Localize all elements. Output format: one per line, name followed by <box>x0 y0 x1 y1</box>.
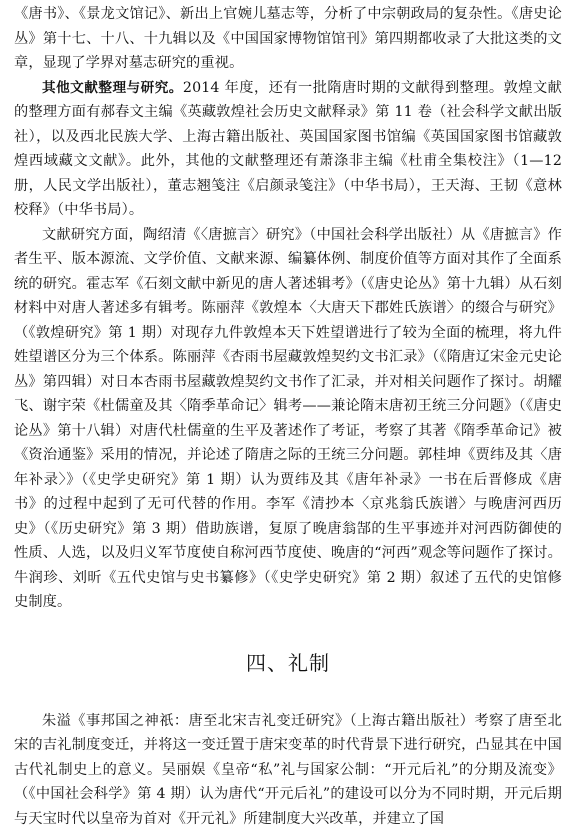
paragraph-text: 文献研究方面，陶绍清《〈唐摭言〉研究》（中国社会科学出版社）从《唐摭言》作者生平、版本源流、文学价值、文献来源、编纂体例、制度价值等方面对其作了全面系统的研究。霍志军《石刻文献中新见的唐人著述辑考》（《唐史论丛》第十九辑）从石刻材料中对唐人著述多有辑考。陈丽萍《敦煌本〈大唐天下郡姓氏族谱〉的缀合与研究》（《敦煌研究》第 1 期）对现存九件敦煌本天下姓望谱进行了较为全面的梳理，将九件姓望谱区分为三个体系。陈丽萍《杏雨书屋藏敦煌契约文书汇录》（《隋唐辽宋金元史论丛》第四辑）对日本杏雨书屋藏敦煌契约文书作了汇录，并对相关问题作了探讨。胡耀飞、谢宇荣《杜儒童及其〈隋季革命记〉辑考——兼论隋末唐初王统三分问题》（《唐史论丛》第十八辑）对唐代杜儒童的生平及著述作了考证，考察了其著《隋季革命记》被《资治通鉴》采用的情况，并论述了隋唐之际的王统三分问题。郭桂坤《贾纬及其〈唐年补录〉》（《史学史研究》第 1 期）认为贾纬及其《唐年补录》一书在后晋修成《唐书》的过程中起到了无可代替的作用。李军《清抄本〈京兆翁氏族谱〉与晚唐河西历史》（《历史研究》第 3 期）借助族谱，复原了晚唐翁郜的生平事迹并对河西防御使的性质、人选，以及归义军节度使自称河西节度使、晚唐的“河西”观念等问题作了探讨。牛润珍、刘昕《五代史馆与史书纂修》（《史学史研究》第 2 期）叙述了五代的史馆修史制度。 <box>14 227 562 611</box>
section-heading-rites: 四、礼制 <box>14 615 562 709</box>
paragraph-text: 《唐书》、《景龙文馆记》、新出上官婉儿墓志等，分析了中宗朝政局的复杂性。《唐史论丛》第十七、十八、十九辑以及《中国国家博物馆馆刊》第四期都收录了大批这类的文章，显现了学界对墓志研究的重视。 <box>14 6 562 71</box>
paragraph-text: 2014 年度，还有一批隋唐时期的文献得到整理。敦煌文献的整理方面有郝春文主编《英藏敦煌社会历史文献释录》第 11 卷（社会科学文献出版社），以及西北民族大学、上海古籍出版社、英国国家图书馆编《英国国家图书馆藏敦煌西域藏文文献》。此外，其他的文献整理还有萧涤非主编《杜甫全集校注》（1—12 册，人民文学出版社），董志翘笺注《启颜录笺注》（中华书局），王天海、王韧《意林校释》（中华书局）。 <box>14 80 562 219</box>
document-page <box>14 2 562 831</box>
paragraph-lead-heading: 其他文献整理与研究。 <box>42 80 183 96</box>
paragraph-rites-research <box>14 709 562 831</box>
paragraph-tang-history-articles <box>14 2 562 76</box>
paragraph-text: 朱溢《事邦国之神祇：唐至北宋吉礼变迁研究》（上海古籍出版社）考察了唐至北宋的吉礼制度变迁，并将这一变迁置于唐宋变革的时代背景下进行研究，凸显其在中国古代礼制史上的意义。吴丽娱《皇帝“私”礼与国家公制：“开元后礼”的分期及流变》（《中国社会科学》第 4 期）认为唐代“开元后礼”的建设可以分为不同时期，开元后期与天宝时代以皇帝为首对《开元礼》所建制度大兴改革，并建立了国 <box>14 713 562 827</box>
paragraph-literature-research <box>14 223 562 615</box>
paragraph-other-literature <box>14 76 562 223</box>
